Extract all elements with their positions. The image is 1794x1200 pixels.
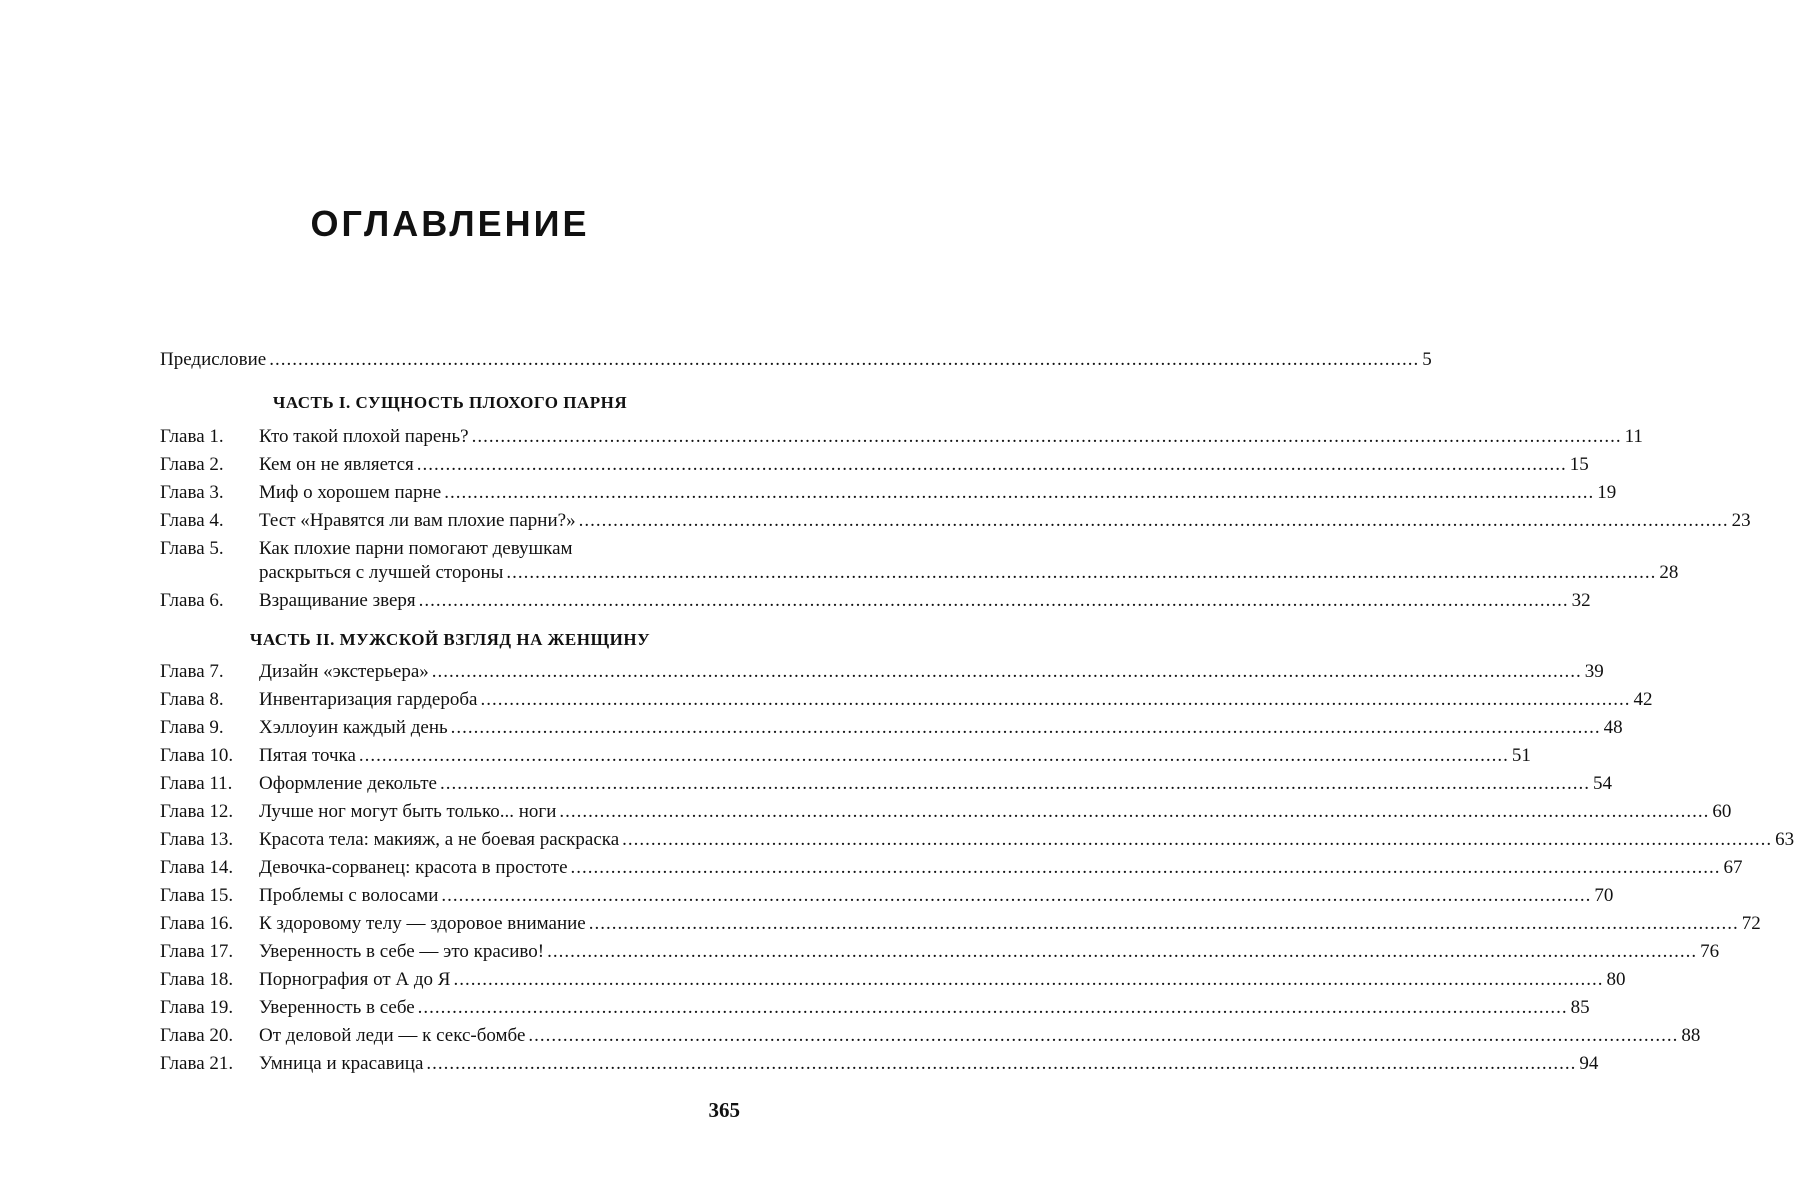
leader-dots: ........................................................................................................................................................................................................ (480, 689, 1631, 710)
chapter-page: 23 (1731, 510, 1751, 531)
toc-entry-line2 (160, 558, 1679, 588)
chapter-page: 42 (1633, 689, 1653, 710)
part-heading: ЧАСТЬ I. СУЩНОСТЬ ПЛОХОГО ПАРНЯ (272, 393, 628, 412)
leader-dots: ........................................................................................................................................................................................................ (418, 590, 1569, 611)
chapter-title: Красота тела: макияж, а не боевая раскраска (259, 829, 620, 850)
chapter-number: Глава 13. (160, 829, 234, 850)
chapter-title: От деловой леди — к секс-бомбе (259, 1025, 526, 1046)
leader-dots: ........................................................................................................................................................................................................ (426, 1053, 1577, 1074)
leader-dots: ........................................................................................................................................................................................................ (431, 661, 1582, 682)
leader-dots: ........................................................................................................................................................................................................ (528, 1025, 1679, 1046)
chapter-page: 80 (1606, 969, 1626, 990)
chapter-page: 94 (1579, 1053, 1599, 1074)
toc-entry (160, 853, 1743, 883)
toc-entry (160, 825, 1794, 855)
page-number: 365 (708, 1098, 740, 1122)
chapter-title: Уверенность в себе (259, 997, 415, 1018)
chapter-number: Глава 18. (160, 969, 234, 990)
toc-entry (160, 1021, 1701, 1051)
chapter-title: Проблемы с волосами (259, 885, 439, 906)
chapter-title: Дизайн «экстерьера» (259, 661, 429, 682)
leader-dots: ........................................................................................................................................................................................................ (444, 482, 1595, 503)
chapter-page: 28 (1659, 562, 1679, 583)
leader-dots: ........................................................................................................................................................................................................ (622, 829, 1773, 850)
chapter-number: Глава 21. (160, 1053, 234, 1074)
toc-entry (160, 657, 1604, 687)
chapter-title: Оформление декольте (259, 773, 437, 794)
chapter-page: 67 (1723, 857, 1743, 878)
chapter-title: Лучше ног могут быть только... ноги (259, 801, 557, 822)
toc-entry (160, 713, 1623, 743)
leader-dots: ........................................................................................................................................................................................................ (506, 562, 1657, 583)
chapter-title: Кто такой плохой парень? (259, 426, 469, 447)
leader-dots: ........................................................................................................................................................................................................ (559, 801, 1710, 822)
leader-dots: ........................................................................................................................................................................................................ (578, 510, 1729, 531)
leader-dots: ........................................................................................................................................................................................................ (416, 454, 1567, 475)
toc-entry (160, 741, 1531, 771)
leader-dots: ........................................................................................................................................................................................................ (453, 969, 1604, 990)
chapter-number: Глава 16. (160, 913, 234, 934)
toc-entry (160, 506, 1751, 536)
chapter-number: Глава 10. (160, 745, 234, 766)
leader-dots: ........................................................................................................................................................................................................ (588, 913, 1739, 934)
chapter-page: 32 (1571, 590, 1591, 611)
toc-entry (160, 993, 1590, 1023)
chapter-title: Пятая точка (259, 745, 356, 766)
chapter-number: Глава 14. (160, 857, 234, 878)
chapter-number: Глава 3. (160, 482, 224, 503)
chapter-number: Глава 7. (160, 661, 224, 682)
leader-dots: ........................................................................................................................................................................................................ (441, 885, 1592, 906)
toc-entry (160, 422, 1643, 452)
chapter-page: 76 (1700, 941, 1720, 962)
toc-entry (160, 937, 1720, 967)
chapter-number: Глава 8. (160, 689, 224, 710)
chapter-number: Глава 19. (160, 997, 234, 1018)
chapter-title: Взращивание зверя (259, 590, 416, 611)
leader-dots: ........................................................................................................................................................................................................ (358, 745, 1509, 766)
chapter-page: 60 (1712, 801, 1732, 822)
toc-entry (160, 881, 1614, 911)
chapter-number: Глава 4. (160, 510, 224, 531)
chapter-page: 15 (1569, 454, 1589, 475)
toc-entry-preface (160, 345, 1432, 375)
chapter-number: Глава 1. (160, 426, 224, 447)
chapter-title-line2: раскрыться с лучшей стороны (259, 562, 504, 583)
chapter-page: 85 (1570, 997, 1590, 1018)
toc-entry-title: Предисловие (160, 349, 267, 370)
chapter-title: Девочка-сорванец: красота в простоте (259, 857, 568, 878)
chapter-page: 51 (1511, 745, 1531, 766)
chapter-page: 72 (1741, 913, 1761, 934)
toc-entry (160, 685, 1653, 715)
chapter-title-line1: Как плохие парни помогают девушкам (259, 538, 573, 559)
toc-entry (160, 797, 1732, 827)
leader-dots: ........................................................................................................................................................................................................ (439, 773, 1590, 794)
toc-entry (160, 450, 1589, 480)
chapter-page: 39 (1584, 661, 1604, 682)
chapter-title: К здоровому телу — здоровое внимание (259, 913, 586, 934)
chapter-title: Инвентаризация гардероба (259, 689, 478, 710)
chapter-title: Кем он не является (259, 454, 414, 475)
chapter-number: Глава 20. (160, 1025, 234, 1046)
leader-dots: ........................................................................................................................................................................................................ (450, 717, 1601, 738)
leader-dots: ........................................................................................................................................................................................................ (471, 426, 1622, 447)
chapter-title: Миф о хорошем парне (259, 482, 442, 503)
chapter-title: Тест «Нравятся ли вам плохие парни?» (259, 510, 576, 531)
leader-dots: ........................................................................................................................................................................................................ (570, 857, 1721, 878)
chapter-page: 19 (1597, 482, 1617, 503)
chapter-title: Уверенность в себе — это красиво! (259, 941, 545, 962)
chapter-page: 88 (1681, 1025, 1701, 1046)
chapter-title: Умница и красавица (259, 1053, 424, 1074)
part-heading: ЧАСТЬ II. МУЖСКОЙ ВЗГЛЯД НА ЖЕНЩИНУ (249, 630, 651, 649)
chapter-title: Хэллоуин каждый день (259, 717, 448, 738)
chapter-number: Глава 15. (160, 885, 234, 906)
chapter-number: Глава 11. (160, 773, 233, 794)
chapter-number: Глава 2. (160, 454, 224, 475)
chapter-page: 63 (1775, 829, 1794, 850)
toc-entry (160, 586, 1591, 616)
chapter-number: Глава 5. (160, 538, 224, 559)
toc-entry (160, 965, 1626, 995)
leader-dots: ........................................................................................................................................................................................................ (417, 997, 1568, 1018)
chapter-number: Глава 17. (160, 941, 234, 962)
page-title: ОГЛАВЛЕНИЕ (310, 203, 590, 244)
chapter-page: 54 (1592, 773, 1612, 794)
toc-entry (160, 1049, 1599, 1079)
leader-dots: ........................................................................................................................................................................................................ (547, 941, 1698, 962)
toc-entry (160, 909, 1761, 939)
chapter-page: 48 (1603, 717, 1623, 738)
toc-entry (160, 478, 1617, 508)
chapter-page: 70 (1594, 885, 1614, 906)
chapter-title: Порнография от А до Я (259, 969, 451, 990)
chapter-number: Глава 9. (160, 717, 224, 738)
toc-entry-page: 5 (1422, 349, 1432, 370)
leader-dots: ........................................................................................................................................................................................................ (269, 349, 1420, 370)
chapter-page: 11 (1624, 426, 1643, 447)
toc-entry (160, 769, 1612, 799)
chapter-number: Глава 6. (160, 590, 224, 611)
chapter-number: Глава 12. (160, 801, 234, 822)
